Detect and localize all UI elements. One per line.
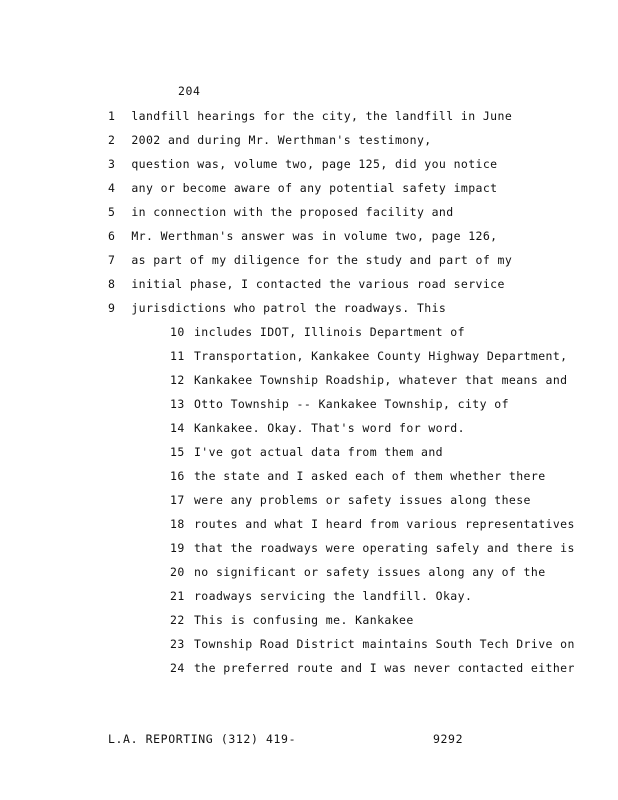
transcript-line (170, 612, 414, 628)
transcript-line (170, 468, 546, 484)
transcript-line (108, 276, 505, 292)
transcript-line (170, 372, 568, 388)
line-number: 15 (170, 445, 185, 459)
line-number: 3 (108, 157, 116, 171)
transcript-line (170, 420, 465, 436)
line-number: 22 (170, 613, 185, 627)
line-text: routes and what I heard from various representatives (193, 517, 575, 531)
line-text: initial phase, I contacted the various road service (131, 277, 505, 291)
transcript-line (170, 660, 575, 676)
line-number: 24 (170, 661, 185, 675)
transcript-line (170, 540, 575, 556)
line-text: in connection with the proposed facility and (131, 205, 454, 219)
line-number: 13 (170, 397, 185, 411)
transcript-line (108, 108, 512, 124)
transcript-line (108, 204, 454, 220)
transcript-line (108, 180, 498, 196)
line-text: jurisdictions who patrol the roadways. This (131, 301, 447, 315)
line-text: I've got actual data from them and (193, 445, 443, 459)
reporter-name: L.A. REPORTING (312) 419- (108, 732, 297, 746)
line-number: 18 (170, 517, 185, 531)
line-text: roadways servicing the landfill. Okay. (193, 589, 473, 603)
line-text: the preferred route and I was never contacted either (193, 661, 575, 675)
transcript-line (170, 444, 443, 460)
line-number: 16 (170, 469, 185, 483)
line-number: 6 (108, 229, 116, 243)
line-text: the state and I asked each of them whether there (193, 469, 546, 483)
line-number: 14 (170, 421, 185, 435)
line-text: Township Road District maintains South Tech Drive on (193, 637, 575, 651)
line-number: 19 (170, 541, 185, 555)
transcript-line (170, 516, 575, 532)
line-number: 7 (108, 253, 116, 267)
line-text: that the roadways were operating safely and there is (193, 541, 575, 555)
line-number: 11 (170, 349, 185, 363)
line-text: Mr. Werthman's answer was in volume two, page 126, (131, 229, 498, 243)
line-number: 20 (170, 565, 185, 579)
line-number: 10 (170, 325, 185, 339)
transcript-line (108, 132, 432, 148)
line-text: landfill hearings for the city, the landfill in June (131, 109, 513, 123)
reporter-footer (108, 732, 464, 746)
line-number: 17 (170, 493, 185, 507)
phone-suffix: 9292 (433, 732, 464, 746)
line-number: 5 (108, 205, 116, 219)
line-text: 2002 and during Mr. Werthman's testimony, (131, 133, 432, 147)
line-text: Otto Township -- Kankakee Township, city of (193, 397, 509, 411)
line-text: Kankakee. Okay. That's word for word. (193, 421, 465, 435)
line-text: any or become aware of any potential safety impact (131, 181, 498, 195)
line-number: 9 (108, 301, 116, 315)
transcript-line (170, 348, 568, 364)
transcript-line (170, 324, 465, 340)
line-number: 2 (108, 133, 116, 147)
line-text: as part of my diligence for the study and part of my (131, 253, 513, 267)
line-text: no significant or safety issues along any of the (193, 565, 546, 579)
line-number: 23 (170, 637, 185, 651)
line-number: 21 (170, 589, 185, 603)
transcript-line (170, 588, 472, 604)
transcript-line (170, 636, 575, 652)
transcript-line (170, 492, 531, 508)
line-text: Transportation, Kankakee County Highway Department, (193, 349, 568, 363)
transcript-line (170, 396, 509, 412)
line-number: 8 (108, 277, 116, 291)
line-text: This is confusing me. Kankakee (193, 613, 414, 627)
transcript-line (108, 228, 498, 244)
transcript-line (108, 156, 498, 172)
transcript-line (108, 252, 512, 268)
line-text: includes IDOT, Illinois Department of (193, 325, 465, 339)
line-number: 12 (170, 373, 185, 387)
page-number: 204 (178, 84, 201, 98)
line-number: 4 (108, 181, 116, 195)
transcript-line (108, 300, 446, 316)
line-number: 1 (108, 109, 116, 123)
line-text: Kankakee Township Roadship, whatever that means and (193, 373, 568, 387)
line-text: were any problems or safety issues along these (193, 493, 531, 507)
transcript-line (170, 564, 546, 580)
line-text: question was, volume two, page 125, did you notice (131, 157, 498, 171)
